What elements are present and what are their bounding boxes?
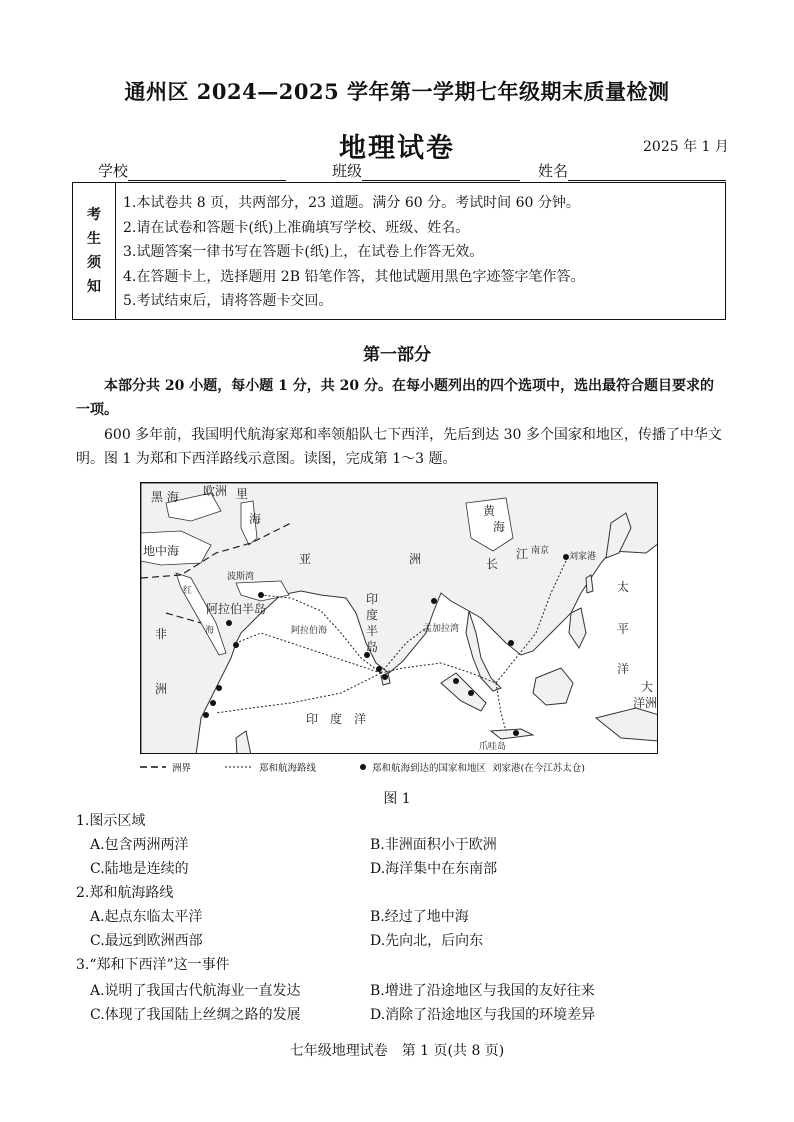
exam-subtitle: 地理试卷: [339, 133, 455, 164]
label-red-sea: 红: [183, 586, 193, 596]
label-caspian-2: 海: [249, 512, 262, 526]
question-3-stem: 3.“郑和下西洋”这一事件: [76, 957, 230, 973]
page-footer: 七年级地理试卷 第 1 页(共 8 页): [289, 1043, 505, 1059]
label-india: 印: [366, 592, 379, 606]
notice-label-char: 生: [87, 231, 101, 247]
label-pacific-2: 平: [617, 622, 630, 636]
label-nanjing: 南京: [531, 546, 550, 556]
notice-label-char: 知: [87, 279, 101, 295]
label-oceania-2: 洋洲: [633, 696, 658, 710]
place-dot: [258, 592, 264, 598]
section-passage: 600 多年前，我国明代航海家郑和率领船队七下西洋，先后到达 30 多个国家和地区，传播了中华文明。图 1 为郑和下西洋路线示意图。读图，完成第 1～3 题。: [76, 427, 722, 467]
question-3-option-c[interactable]: C.体现了我国陆上丝绸之路的发展: [90, 1007, 301, 1023]
figure-caption: 图 1: [383, 791, 411, 807]
continent-border-swatch: [140, 764, 166, 770]
label-yellow-sea: 黄: [483, 504, 496, 518]
land-masses: [141, 483, 658, 754]
place-dot: [226, 620, 232, 626]
place-dot: [508, 640, 514, 646]
question-3-option-b[interactable]: B.增进了沿途地区与我国的友好往来: [370, 983, 595, 999]
label-hormuz: 波斯湾: [227, 572, 255, 582]
student-info-line: [98, 160, 726, 181]
notice-items: [123, 191, 584, 314]
route-swatch: [225, 764, 253, 770]
question-2-stem: 2.郑和航海路线: [76, 885, 174, 901]
question-1-option-d[interactable]: D.海洋集中在东南部: [370, 861, 498, 877]
label-black-sea: 黑 海: [151, 490, 179, 504]
question-1-option-a[interactable]: A.包含两洲两洋: [90, 837, 189, 853]
label-oceania: 大: [641, 680, 654, 694]
zheng-he-route-map: [140, 482, 658, 754]
legend-continent-border: 洲界: [172, 763, 192, 774]
label-indian-ocean: 印 度 洋: [306, 712, 367, 726]
label-mediterranean: 地中海: [143, 544, 180, 558]
place-dot: [468, 690, 474, 696]
notice-item: 2.请在试卷和答题卡(纸)上准确填写学校、班级、姓名。: [123, 219, 470, 236]
notice-label: [73, 183, 116, 319]
class-blank[interactable]: [362, 166, 520, 181]
label-africa-2: 洲: [155, 682, 168, 696]
label-yangtze: 长: [486, 557, 499, 571]
question-2-option-b[interactable]: B.经过了地中海: [370, 909, 469, 925]
label-asia: 亚: [299, 552, 312, 566]
question-2-option-a[interactable]: A.起点东临太平洋: [90, 909, 203, 925]
school-label: 学校: [98, 162, 129, 180]
class-label: 班级: [332, 162, 363, 180]
label-pacific-3: 洋: [617, 662, 630, 676]
place-dot: [376, 666, 382, 672]
label-red-sea-2: 海: [205, 626, 215, 636]
label-arabian-sea: 阿拉伯海: [291, 626, 328, 636]
label-java: 爪哇岛: [479, 742, 507, 752]
place-swatch: [360, 764, 366, 770]
place-dot: [210, 700, 216, 706]
notice-label-char: 须: [87, 255, 101, 271]
place-dot: [382, 674, 388, 680]
question-3-option-d[interactable]: D.消除了沿途地区与我国的环境差异: [370, 1007, 596, 1023]
question-1-stem: 1.图示区域: [76, 813, 146, 829]
section-title: 第一部分: [363, 345, 431, 365]
label-india-2: 度: [366, 608, 379, 622]
label-arabia: 阿拉伯半岛: [206, 602, 267, 616]
school-blank[interactable]: [128, 166, 286, 181]
place-dot: [216, 685, 222, 691]
place-dot: [513, 730, 519, 736]
notice-item: 1.本试卷共 8 页，共两部分，23 道题。满分 60 分。考试时间 60 分钟。: [123, 195, 580, 211]
legend-places: 郑和航海到达的国家和地区: [372, 763, 487, 774]
exam-notice-box: [72, 182, 726, 320]
label-yellow-sea-2: 海: [493, 520, 506, 534]
question-1-option-b[interactable]: B.非洲面积小于欧洲: [370, 837, 497, 853]
notice-item: 5.考试结束后，请将答题卡交回。: [123, 293, 333, 309]
label-bengal: 孟加拉湾: [423, 624, 460, 634]
label-caspian: 里: [236, 487, 249, 501]
label-pacific: 太: [617, 580, 630, 594]
place-dot: [203, 712, 209, 718]
place-dot: [431, 598, 437, 604]
label-africa: 非: [155, 627, 168, 641]
label-europe: 欧洲: [203, 484, 228, 498]
notice-label-char: 考: [87, 207, 101, 223]
section-instruction: 本部分共 20 小题，每小题 1 分，共 20 分。在每小题列出的四个选项中，选出最符合题目要求的一项。: [76, 378, 714, 418]
legend-note: 刘家港(在今江苏太仓): [492, 763, 585, 774]
notice-item: 3.试题答案一律书写在答题卡(纸)上，在试卷上作答无效。: [123, 244, 484, 260]
question-3-option-a[interactable]: A.说明了我国古代航海业一直发达: [90, 983, 301, 999]
question-2-option-d[interactable]: D.先向北，后向东: [370, 933, 484, 949]
label-asia-2: 洲: [409, 552, 422, 566]
label-india-4: 岛: [366, 640, 379, 654]
place-dot: [233, 642, 239, 648]
map-legend: [140, 760, 585, 774]
exam-title: 通州区 2024—2025 学年第一学期七年级期末质量检测: [124, 79, 670, 104]
exam-date: 2025 年 1 月: [643, 139, 729, 155]
notice-item: 4.在答题卡上，选择题用 2B 铅笔作答，其他试题用黑色字迹签字笔作答。: [123, 268, 585, 285]
question-1-option-c[interactable]: C.陆地是连续的: [90, 861, 189, 877]
name-label: 姓名: [538, 162, 569, 180]
label-yangtze-2: 江: [516, 547, 529, 561]
label-liujiagang: 刘家港: [569, 552, 597, 562]
name-blank[interactable]: [568, 166, 726, 181]
question-2-option-c[interactable]: C.最远到欧洲西部: [90, 933, 203, 949]
label-india-3: 半: [366, 624, 379, 638]
legend-route: 郑和航海路线: [259, 763, 317, 774]
place-dot: [453, 678, 459, 684]
